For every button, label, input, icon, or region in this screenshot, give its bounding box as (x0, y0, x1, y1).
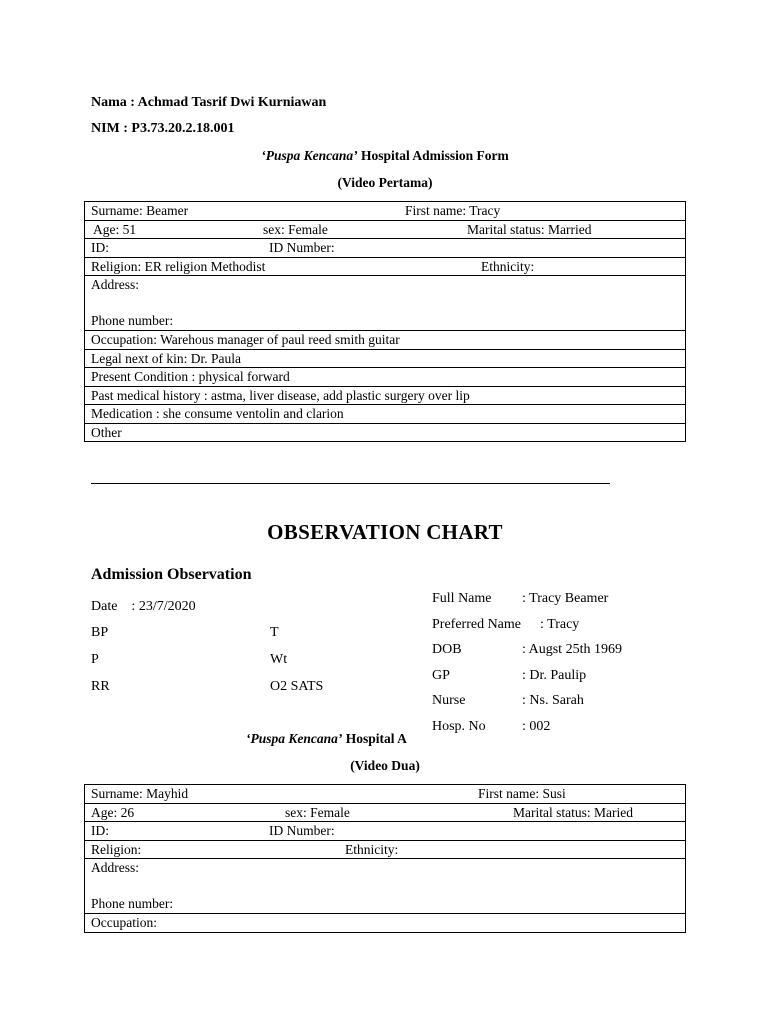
occupation-field: Occupation: (91, 915, 157, 930)
form2-subtitle: (Video Dua) (350, 758, 420, 773)
gp-label: GP (432, 668, 450, 683)
form1-title-rest: Hospital Admission Form (357, 148, 509, 163)
table-cell (85, 257, 686, 276)
table-row (85, 840, 686, 859)
address-field: Address: (91, 277, 139, 292)
table-cell (85, 331, 686, 350)
table-row (85, 349, 686, 368)
table-row (85, 239, 686, 258)
table-row (85, 822, 686, 841)
table-cell (85, 202, 686, 221)
next-of-kin-field: Legal next of kin: Dr. Paula (91, 350, 241, 366)
id-number-field: ID Number: (269, 240, 335, 255)
preferred-name-value: : Tracy (540, 617, 580, 632)
admission-form-2 (84, 784, 686, 933)
table-cell (85, 405, 686, 424)
weight-label: Wt (270, 652, 288, 667)
full-name-label: Full Name (432, 591, 492, 606)
age-field: Age: 26 (91, 804, 135, 820)
ethnicity-field: Ethnicity: (481, 258, 535, 274)
gp-value: : Dr. Paulip (522, 668, 587, 683)
id-field: ID: (91, 240, 109, 255)
table-cell (85, 822, 686, 841)
pulse-label: P (91, 652, 99, 667)
form2-title-rest: Hospital A (342, 731, 407, 746)
preferred-name-label: Preferred Name (432, 617, 522, 632)
phone-number-field: Phone number: (91, 313, 174, 328)
table-cell (85, 840, 686, 859)
table-row (85, 202, 686, 221)
first-name-field: First name: Tracy (405, 203, 501, 218)
table-cell (85, 386, 686, 405)
address-field: Address: (91, 860, 139, 875)
sex-field: sex: Female (285, 804, 350, 820)
hospital-name: ‘Puspa Kencana’ (246, 731, 343, 746)
table-row (85, 368, 686, 387)
table-row (85, 331, 686, 350)
table-cell (85, 276, 686, 331)
table-cell (85, 423, 686, 442)
student-nim: NIM : P3.73.20.2.18.001 (91, 121, 235, 136)
ethnicity-field: Ethnicity: (345, 841, 399, 857)
present-condition-field: Present Condition : physical forward (91, 369, 290, 384)
hospital-name: ‘Puspa Kencana’ (261, 148, 358, 163)
table-cell (85, 785, 686, 804)
nurse-value: : Ns. Sarah (522, 693, 584, 708)
first-name-field: First name: Susi (478, 786, 566, 801)
table-cell (85, 859, 686, 914)
admission-observation-heading: Admission Observation (91, 566, 252, 583)
form1-subtitle: (Video Pertama) (337, 175, 433, 190)
medication-field: Medication : she consume ventolin and clarion (91, 406, 344, 421)
table-row (85, 423, 686, 442)
marital-status-field: Marital status: Maried (513, 804, 633, 820)
table-cell (85, 220, 686, 239)
admission-form-1 (84, 201, 686, 442)
medical-history-field: Past medical history : astma, liver disease, add plastic surgery over lip (91, 387, 470, 403)
student-name: Nama : Achmad Tasrif Dwi Kurniawan (91, 95, 327, 110)
religion-field: Religion: ER religion Methodist (91, 258, 266, 274)
age-field: Age: 51 (93, 221, 137, 237)
table-row (85, 220, 686, 239)
phone-number-field: Phone number: (91, 896, 174, 911)
observation-chart-title: OBSERVATION CHART (267, 520, 503, 544)
dob-value: : Augst 25th 1969 (522, 642, 622, 657)
table-row (85, 859, 686, 914)
sex-field: sex: Female (263, 221, 328, 237)
full-name-value: : Tracy Beamer (522, 591, 609, 606)
table-row (85, 785, 686, 804)
table-cell (85, 368, 686, 387)
table-row (85, 276, 686, 331)
bp-label: BP (91, 625, 109, 640)
table-row (85, 386, 686, 405)
date-value: Date : 23/7/2020 (91, 599, 196, 614)
other-field: Other (91, 424, 122, 440)
temp-label: T (270, 625, 279, 640)
hosp-no-value: : 002 (522, 719, 551, 734)
table-row (85, 257, 686, 276)
table-row (85, 914, 686, 933)
marital-status-field: Marital status: Married (467, 221, 592, 237)
nurse-label: Nurse (432, 693, 466, 708)
id-number-field: ID Number: (269, 823, 335, 838)
surname-field: Surname: Beamer (91, 203, 189, 218)
table-cell (85, 239, 686, 258)
hosp-no-label: Hosp. No (432, 719, 486, 734)
table-row (85, 405, 686, 424)
form2-title (246, 731, 407, 747)
id-field: ID: (91, 823, 109, 838)
table-cell (85, 803, 686, 822)
form1-title (84, 148, 686, 164)
religion-field: Religion: (91, 841, 142, 857)
table-row (85, 803, 686, 822)
o2-sats-label: O2 SATS (270, 679, 324, 694)
occupation-field: Occupation: Warehous manager of paul reed smith guitar (91, 332, 400, 347)
table-cell (85, 349, 686, 368)
table-cell (85, 914, 686, 933)
rr-label: RR (91, 679, 110, 694)
surname-field: Surname: Mayhid (91, 786, 189, 801)
divider-line (91, 483, 610, 484)
dob-label: DOB (432, 642, 462, 657)
